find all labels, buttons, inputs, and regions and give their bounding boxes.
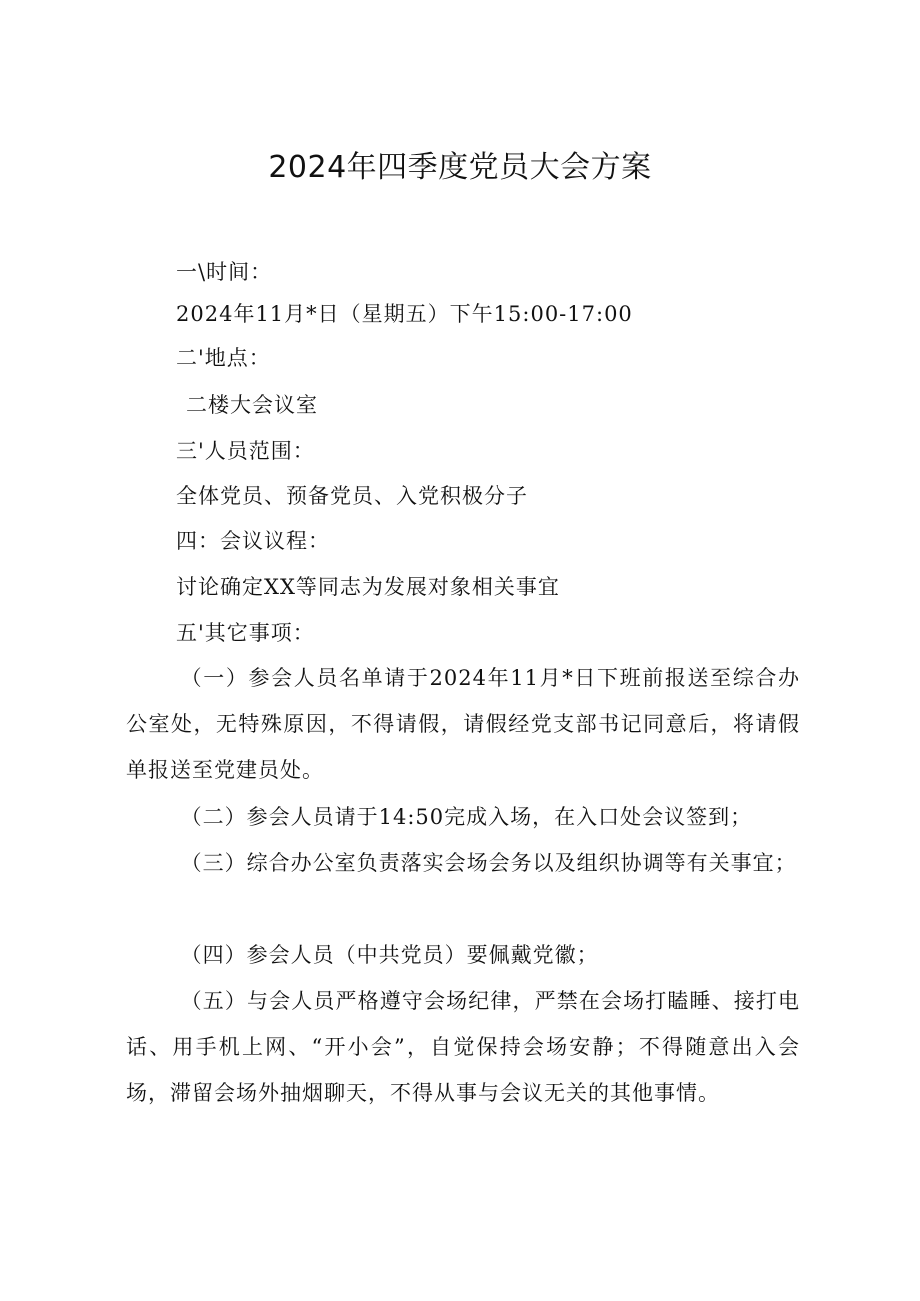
- section-attendees-body: 全体党员、预备党员、入党积极分子: [176, 484, 528, 508]
- section-other-heading: 五'其它事项：: [176, 621, 315, 645]
- other-item-5: （五）与会人员严格遵守会场纪律，严禁在会场打瞌睡、接打电话、用手机上网、“开小会”，自觉保持会场安静；不得随意出入会场，滞留会场外抽烟聊天，不得从事与会议无关的其他事情。: [126, 989, 800, 1105]
- section-agenda-heading: 四：会议议程：: [176, 529, 330, 553]
- other-item-4: （四）参会人员（中共党员）要佩戴党徽；: [180, 943, 599, 967]
- section-place-heading: 二'地点：: [176, 346, 271, 370]
- section-time-heading: 一\时间：: [176, 260, 273, 284]
- document-title: 2024年四季度党员大会方案: [268, 150, 652, 185]
- other-item-1: （一）参会人员名单请于2024年11月*日下班前报送至综合办公室处，无特殊原因，不得请假，请假经党支部书记同意后，将请假单报送至党建员处。: [126, 666, 800, 782]
- section-attendees-heading: 三'人员范围：: [176, 439, 315, 463]
- other-item-3: （三）综合办公室负责落实会场会务以及组织协调等有关事宜；: [180, 851, 797, 875]
- section-time-body: 2024年11月*日（星期五）下午15:00-17:00: [176, 302, 633, 326]
- section-place-body: 二楼大会议室: [186, 393, 318, 417]
- other-item-2: （二）参会人员请于14:50完成入场，在入口处会议签到；: [180, 805, 753, 829]
- section-agenda-body: 讨论确定XX等同志为发展对象相关事宜: [176, 575, 560, 599]
